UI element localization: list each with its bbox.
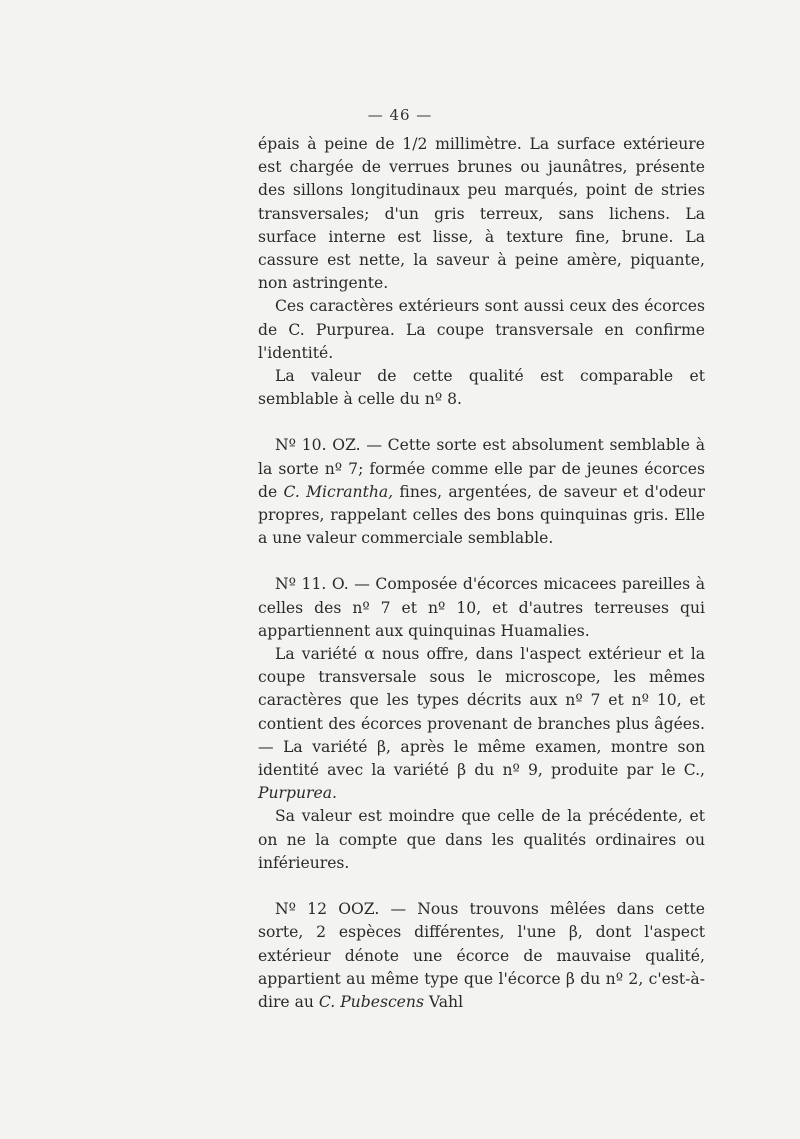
paragraph-varieties xyxy=(258,643,705,805)
paragraph-value: Sa valeur est moindre que celle de la précédente, et on ne la compte que dans les qualités ordinaires ou inférieures. xyxy=(258,807,705,872)
paragraph-no-10-end: fines, argentées, de saveur et d'odeur propres, rappelant celles des bons quinquinas gris. Elle a une valeur commerciale semblable. xyxy=(258,482,705,548)
paragraph-2: Ces caractères extérieurs sont aussi ceux des écorces de C. Purpurea. La coupe transversale en confirme l'identité. xyxy=(258,297,705,362)
paragraph-varieties-text: La variété α nous offre, dans l'aspect extérieur et la coupe transversale sous le microscope, les mêmes caractères que les types décrits aux nº 7 et nº 10, et contient des écorces provenant de branches plus âgées. — La variété β, après le même examen, montre son identité avec la variété β du nº 9, produite par le C., xyxy=(258,645,705,780)
species-pubescens: C. Pubescens xyxy=(318,992,424,1011)
paragraph-1: épais à peine de 1/2 millimètre. La surface extérieure est chargée de verrues brunes ou jaunâtres, présente des sillons longitudinaux peu marqués, point de stries transversales; d'un gris terreux, sans lichens. La surface interne est lisse, à texture fine, brune. La cassure est nette, la saveur à peine amère, piquante, non astringente. xyxy=(258,135,705,293)
page-number: — 46 — xyxy=(367,106,433,124)
paragraph-no-12-start: Nº 12 OOZ. — Nous trouvons mêlées dans cette sorte, 2 espèces différentes, l'une β, dont l'aspect extérieur dénote une écorce de mauvaise qualité, appartient au même type que l'écorce β du nº 2, c'est-à-dire au xyxy=(258,900,705,1011)
species-micrantha: C. Micrantha, xyxy=(283,482,394,501)
species-purpurea: Purpurea. xyxy=(258,784,337,803)
paragraph-no-10 xyxy=(258,434,705,550)
paragraph-no-10-start: Nº 10. OZ. — Cette sorte est absolument semblable à la sorte nº 7; formée comme elle par de jeunes écorces de xyxy=(258,436,705,501)
paragraph-no-11: Nº 11. O. — Composée d'écorces micacees pareilles à celles des nº 7 et nº 10, et d'autres terreuses qui appartiennent aux quinquinas Huamalies. xyxy=(258,575,705,640)
body-text xyxy=(258,133,705,1014)
paragraph-no-12-end: Vahl xyxy=(423,992,464,1011)
paragraph-no-12 xyxy=(258,898,705,1014)
paragraph-3: La valeur de cette qualité est comparable et semblable à celle du nº 8. xyxy=(258,367,705,409)
